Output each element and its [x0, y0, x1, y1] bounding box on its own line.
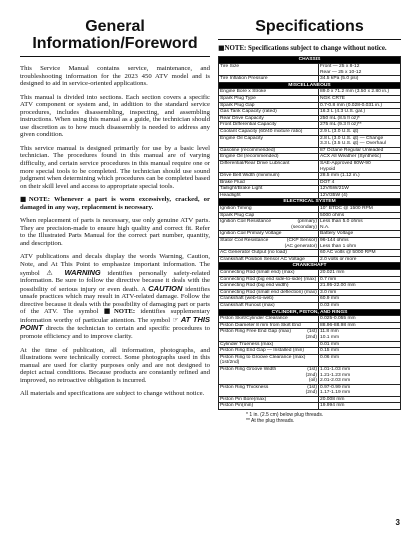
spec-label-text: Piston Ring to Groove Clearance (max) (1st/2nd)	[220, 354, 306, 366]
spec-value: 5000 ohms	[319, 212, 401, 219]
section-header	[219, 82, 401, 89]
spec-row	[219, 160, 401, 172]
spec-value: 0.06 mm	[319, 354, 401, 366]
warning-triangle-icon: ⚠	[46, 268, 58, 277]
footnote-1: * 1 in. (2.5 cm) below plug threads.	[246, 412, 324, 419]
spec-value: 3.0 mm	[319, 289, 401, 296]
spec-label-text: Ignition Timing	[220, 206, 252, 212]
spec-label	[219, 256, 319, 263]
spec-label-text: Cylinder Trueness (max)	[220, 341, 274, 347]
spec-qualifiers	[291, 219, 317, 230]
spec-label	[219, 212, 319, 219]
spec-label	[219, 231, 319, 238]
spec-label-text: Ignition Coil Primary Voltage	[220, 231, 282, 237]
title-rule	[218, 39, 401, 40]
spec-qualifier: (1st)	[307, 329, 317, 335]
spec-value: 11.8 mm 10.1 mm	[319, 329, 401, 341]
spec-label	[219, 179, 319, 186]
spec-row	[219, 154, 401, 161]
note-worn-parts	[20, 196, 210, 211]
spec-row	[219, 322, 401, 329]
spec-value: 0.03 mm	[319, 302, 401, 309]
spec-label	[219, 329, 319, 341]
spec-row	[219, 89, 401, 96]
spec-value: 60 AC volts @ 5000 RPM	[319, 250, 401, 257]
spec-value: 0.025-0.055 mm	[319, 316, 401, 323]
spec-value: 0.7 mm	[319, 276, 401, 283]
spec-label	[219, 341, 319, 348]
spec-label-text: Piston Pin(min)	[220, 403, 254, 409]
spec-row	[219, 128, 401, 135]
section-header-label: MISCELLANEOUS	[219, 82, 401, 89]
section-header-label: CHASSIS	[219, 57, 401, 64]
p5-text-d: identifies supplementary information worthy of particular attention. The symbol	[20, 308, 210, 324]
spec-label	[219, 366, 319, 384]
spec-label	[219, 276, 319, 283]
spec-label	[219, 206, 319, 213]
spec-label	[219, 250, 319, 257]
spec-value: 20.008 mm	[319, 396, 401, 403]
spec-row	[219, 147, 401, 154]
spec-label	[219, 76, 319, 83]
spec-value: 2.8 L (3.0 U.S. qt) — Change 3.3 L (3.5 U.S. qt) — Overhaul	[319, 135, 401, 147]
spec-value: 0.01 mm	[319, 341, 401, 348]
spec-label-text: Piston Skirt/Cylinder Clearance	[220, 316, 288, 322]
spec-row	[219, 76, 401, 83]
caution-word: CAUTION	[148, 283, 183, 293]
spec-label	[219, 283, 319, 290]
spec-value: SAE-Approved 80W-90 Hypoid	[319, 160, 401, 172]
paragraph-5	[20, 253, 210, 340]
spec-row	[219, 384, 401, 396]
spec-label	[219, 95, 319, 102]
p5-text-c: identifies unsafe practices which may result in ATV-related damage. Follow the directive because it deals with the possibility of damaging part or parts of the ATV. The symbol	[20, 285, 210, 316]
spec-value: 12V/5W/21W	[319, 186, 401, 193]
spec-label-text: Crankshaft Position Sensor AC Voltage	[220, 256, 305, 262]
spec-value: 250 mL (8.5 fl oz)*	[319, 115, 401, 122]
spec-value: 20.021 mm	[319, 270, 401, 277]
spec-label-text: Spark Plug Type	[220, 95, 256, 101]
spec-label-text: Engine Oil Capacity	[220, 135, 263, 141]
spec-row	[219, 341, 401, 348]
at-this-point-word: AT THIS POINT	[20, 314, 211, 333]
spec-row	[219, 302, 401, 309]
spec-value: 34.5 kPa (5.0 psi)	[319, 76, 401, 83]
spec-row	[219, 173, 401, 180]
spec-value: 19.994 mm	[319, 403, 401, 410]
spec-value: 0.7-0.8 mm (0.028-0.031 in.)	[319, 102, 401, 109]
section-header	[219, 199, 401, 206]
spec-label	[219, 289, 319, 296]
foreword-column	[20, 18, 210, 404]
spec-value: 275 mL (9.3 fl oz)**	[319, 122, 401, 129]
foreword-title: General Information/Foreword	[32, 18, 198, 52]
spec-label	[219, 115, 319, 122]
spec-row	[219, 396, 401, 403]
spec-row	[219, 115, 401, 122]
specs-note	[218, 45, 401, 52]
spec-row	[219, 250, 401, 257]
spec-row	[219, 212, 401, 219]
spec-row	[219, 219, 401, 231]
spec-label-text: AC Generator Output (no load)	[220, 250, 287, 256]
spec-row	[219, 270, 401, 277]
spec-row	[219, 403, 401, 410]
spec-label-text: Ignition Coil Resistance	[220, 219, 272, 225]
spec-value: 2.9 L (3.0 U.S. qt)	[319, 128, 401, 135]
spec-label-text: Front Differential Capacity	[220, 122, 277, 128]
spec-qualifier: (2nd)	[305, 334, 317, 340]
note-word: NOTE:	[113, 308, 136, 316]
spec-qualifier: (2nd)	[305, 390, 317, 396]
spec-label	[219, 348, 319, 355]
spec-label	[219, 322, 319, 329]
spec-value: ACX All Weather (Synthetic)	[319, 154, 401, 161]
spec-row	[219, 316, 401, 323]
spec-row	[219, 289, 401, 296]
spec-row	[219, 179, 401, 186]
section-header-label: CRANKSHAFT	[219, 263, 401, 270]
spec-label	[219, 89, 319, 96]
spec-label	[219, 147, 319, 154]
spec-qualifier: (CKP Sensor)	[286, 238, 317, 244]
note-square-icon-inline: ■	[103, 307, 114, 316]
note-square-icon: ■	[218, 44, 225, 52]
warning-word: WARNING	[64, 267, 101, 277]
footnote-2: ** At the plug threads.	[246, 418, 295, 425]
page-number: 3	[395, 518, 400, 527]
spec-qualifiers	[306, 367, 317, 384]
spec-value: 2.0 volts or more	[319, 256, 401, 263]
spec-value: DOT 4	[319, 179, 401, 186]
spec-label	[219, 173, 319, 180]
paragraph-4: When replacement of parts is necessary, use only genuine ATV parts. They are precision-made to ensure high quality and correct fit. Refer to the Illustrated Parts Manual for the correct part number, quantity, and description.	[20, 217, 210, 247]
section-header	[219, 57, 401, 64]
spec-value: Battery Voltage	[319, 231, 401, 238]
p5-text-e: directs the technician to certain and specific procedures to promote efficiency and to improve clarity.	[20, 325, 210, 340]
spec-label-text: Coolant Capacity (60/40 mixture ratio)	[220, 128, 303, 134]
spec-label-text: Piston Ring Thickness	[220, 384, 269, 390]
spec-qualifier: (2nd)	[305, 372, 317, 378]
spec-row	[219, 64, 401, 76]
spec-label	[219, 354, 319, 366]
spec-value: 21.95-22.00 mm	[319, 283, 401, 290]
spec-value: 89.0 x 71.2 mm (3.50 x 2.80 in.)	[319, 89, 401, 96]
spec-label-text: Engine Oil (recommended)	[220, 154, 279, 160]
paragraph-1: This Service Manual contains service, maintenance, and troubleshooting information for the 2023 450 ATV model and is designed to aid in service-oriented applications.	[20, 65, 210, 88]
spec-value: Less than 5.0 ohms N.A.	[319, 219, 401, 231]
spec-value: 96-144 ohms Less than 1 ohm	[319, 238, 401, 250]
spec-row	[219, 354, 401, 366]
spec-label-text: Piston Pin Bore(max)	[220, 396, 267, 402]
spec-label-text: Gasoline (recommended)	[220, 147, 276, 153]
spec-label	[219, 316, 319, 323]
spec-label	[219, 109, 319, 116]
spec-row	[219, 192, 401, 199]
spec-qualifier: (1st)	[307, 384, 317, 390]
spec-row	[219, 109, 401, 116]
spec-value: 87 Octane Regular Unleaded	[319, 147, 401, 154]
spec-label	[219, 296, 319, 303]
spec-value: 16.3 L (4.3 U.S. gal.)	[319, 109, 401, 116]
spec-label-text: Taillight/Brake Light	[220, 186, 263, 192]
spec-value: 10° BTDC @ 1500 RPM	[319, 206, 401, 213]
specifications-column	[218, 18, 401, 424]
note-text: NOTE: Whenever a part is worn excessively, cracked, or damaged in any way, replacement is necessary.	[20, 196, 210, 211]
spec-label	[219, 122, 319, 129]
spec-label-text: Crankshaft (web-to-web)	[220, 296, 274, 302]
spec-value: Front — 25 x 8-12 Rear — 25 x 10-12	[319, 64, 401, 76]
spec-label-text: Connecting Rod (big end side-to-side) (max)	[220, 276, 317, 282]
specs-note-text: NOTE: Specifications subject to change without notice.	[224, 45, 387, 52]
spec-label	[219, 192, 319, 199]
spec-value: 28.5 mm (1.12 in.)	[319, 173, 401, 180]
spec-label-text: Engine Bore x Stroke	[220, 89, 267, 95]
spec-label-text: Tire Inflation Pressure	[220, 76, 268, 82]
section-header-label: CYLINDER, PISTON, AND RINGS	[219, 309, 401, 316]
spec-row	[219, 122, 401, 129]
spec-label	[219, 270, 319, 277]
spec-value: 60.9 mm	[319, 296, 401, 303]
p5-text-a: ATV publications and decals display the words Warning, Caution, Note, and At This Point to emphasize important information. The symbol	[20, 253, 210, 277]
spec-label-text: Crankshaft Runout (max)	[220, 302, 275, 308]
spec-qualifier: (AC generator)	[284, 243, 317, 249]
title-rule	[20, 56, 210, 57]
spec-value: 1.01-1.03 mm 1.21-1.23 mm 2.01-2.03 mm	[319, 366, 401, 384]
spec-row	[219, 276, 401, 283]
spec-qualifier: (secondary)	[291, 224, 317, 230]
section-header-label: ELECTRICAL SYSTEM	[219, 199, 401, 206]
footnotes	[218, 412, 401, 424]
spec-qualifiers	[306, 329, 317, 340]
spec-label	[219, 128, 319, 135]
note-square-icon: ■	[20, 195, 29, 204]
specifications-table	[218, 56, 401, 410]
spec-label-text: Connecting Rod (small end) (max)	[220, 270, 295, 275]
spec-value: NGK CR7E	[319, 95, 401, 102]
spec-label-text: Spark Plug Cap	[220, 212, 255, 218]
spec-row	[219, 329, 401, 341]
spec-label	[219, 102, 319, 109]
spec-row	[219, 231, 401, 238]
spec-label	[219, 384, 319, 396]
spec-value: 88.96-88.98 mm	[319, 322, 401, 329]
spec-label	[219, 403, 319, 410]
spec-label	[219, 396, 319, 403]
spec-row	[219, 206, 401, 213]
section-header	[219, 263, 401, 270]
spec-row	[219, 256, 401, 263]
spec-label-text: Stator Coil Resistance	[220, 238, 269, 244]
spec-label-text: Piston Ring End Gap — Installed (min)	[220, 348, 304, 354]
spec-label-text: Piston Ring Free End Gap (max)	[220, 329, 291, 335]
spec-value: 0.97-0.99 mm 1.17-1.19 mm	[319, 384, 401, 396]
spec-label-text: Connecting Rod (big end width)	[220, 283, 289, 289]
spec-label	[219, 302, 319, 309]
spec-row	[219, 366, 401, 384]
spec-label-text: Rear Drive Capacity	[220, 115, 264, 121]
spec-label	[219, 160, 319, 172]
spec-row	[219, 135, 401, 147]
paragraph-3: This service manual is designed primarily for use by a basic level technician. The procedures found in this manual are of varying difficulty, and certain service procedures in this manual require one or more special tools to be completed. The technician should use sound judgment when determining which procedures can be completed based on their skill level and access to appropriate special tools.	[20, 144, 210, 190]
spec-row	[219, 348, 401, 355]
spec-label-text: Drive Belt Width (minimum)	[220, 173, 280, 179]
spec-qualifier: (oil)	[308, 378, 317, 384]
spec-label	[219, 219, 319, 231]
spec-label-text: Spark Plug Gap	[220, 102, 255, 108]
spec-row	[219, 102, 401, 109]
spec-row	[219, 186, 401, 193]
paragraph-2: This manual is divided into sections. Each section covers a specific ATV component or system and, in addition to the standard service procedures, includes disassembling, inspecting, and assembling instructions. When using this manual as a guide, the technician should use discretion as to how much disassembly is needed to address any given condition.	[20, 93, 210, 139]
spec-label-text: Brake Fluid	[220, 179, 245, 185]
spec-qualifiers	[306, 385, 317, 396]
spec-value: 12V/35W (4)	[319, 192, 401, 199]
paragraph-6: At the time of publication, all information, photographs, and illustrations were technically correct. Some photographs used in this manual are used for clarity purposes only and are not designed to depict actual conditions. Because products are constantly refined and improved, no retroactive obligation is incurred.	[20, 346, 210, 384]
spec-qualifier: (primary)	[297, 219, 317, 225]
spec-label-text: Tire Size	[220, 64, 240, 69]
spec-label-text: Piston Ring Groove Width	[220, 366, 277, 372]
spec-label-text: Gas Tank Capacity (rated)	[220, 109, 277, 115]
spec-row	[219, 296, 401, 303]
pointing-hand-icon: ☞	[172, 315, 179, 324]
paragraph-7: All materials and specifications are subject to change without notice.	[20, 390, 205, 398]
spec-label	[219, 135, 319, 147]
spec-label-text: Connecting Rod (small end deflection) (max)	[220, 289, 317, 295]
specifications-title: Specifications	[255, 18, 364, 35]
spec-label	[219, 64, 319, 76]
p5-text-b: identifies personally safety-related information. Be sure to follow the directive because it deals with the possibility of serious injury or even death. A	[20, 269, 210, 293]
spec-row	[219, 238, 401, 250]
spec-label-text: Differential/Rear Drive Lubricant	[220, 160, 290, 166]
spec-qualifiers	[285, 238, 317, 249]
section-header	[219, 309, 401, 316]
spec-row	[219, 283, 401, 290]
spec-label	[219, 154, 319, 161]
spec-label	[219, 186, 319, 193]
spec-label	[219, 238, 319, 250]
spec-label-text: Headlight	[220, 192, 241, 198]
spec-row	[219, 95, 401, 102]
spec-label-text: Piston Diameter 8 mm from Skirt End	[220, 322, 301, 328]
spec-qualifier: (1st)	[307, 366, 317, 372]
spec-value: 0.15 mm	[319, 348, 401, 355]
